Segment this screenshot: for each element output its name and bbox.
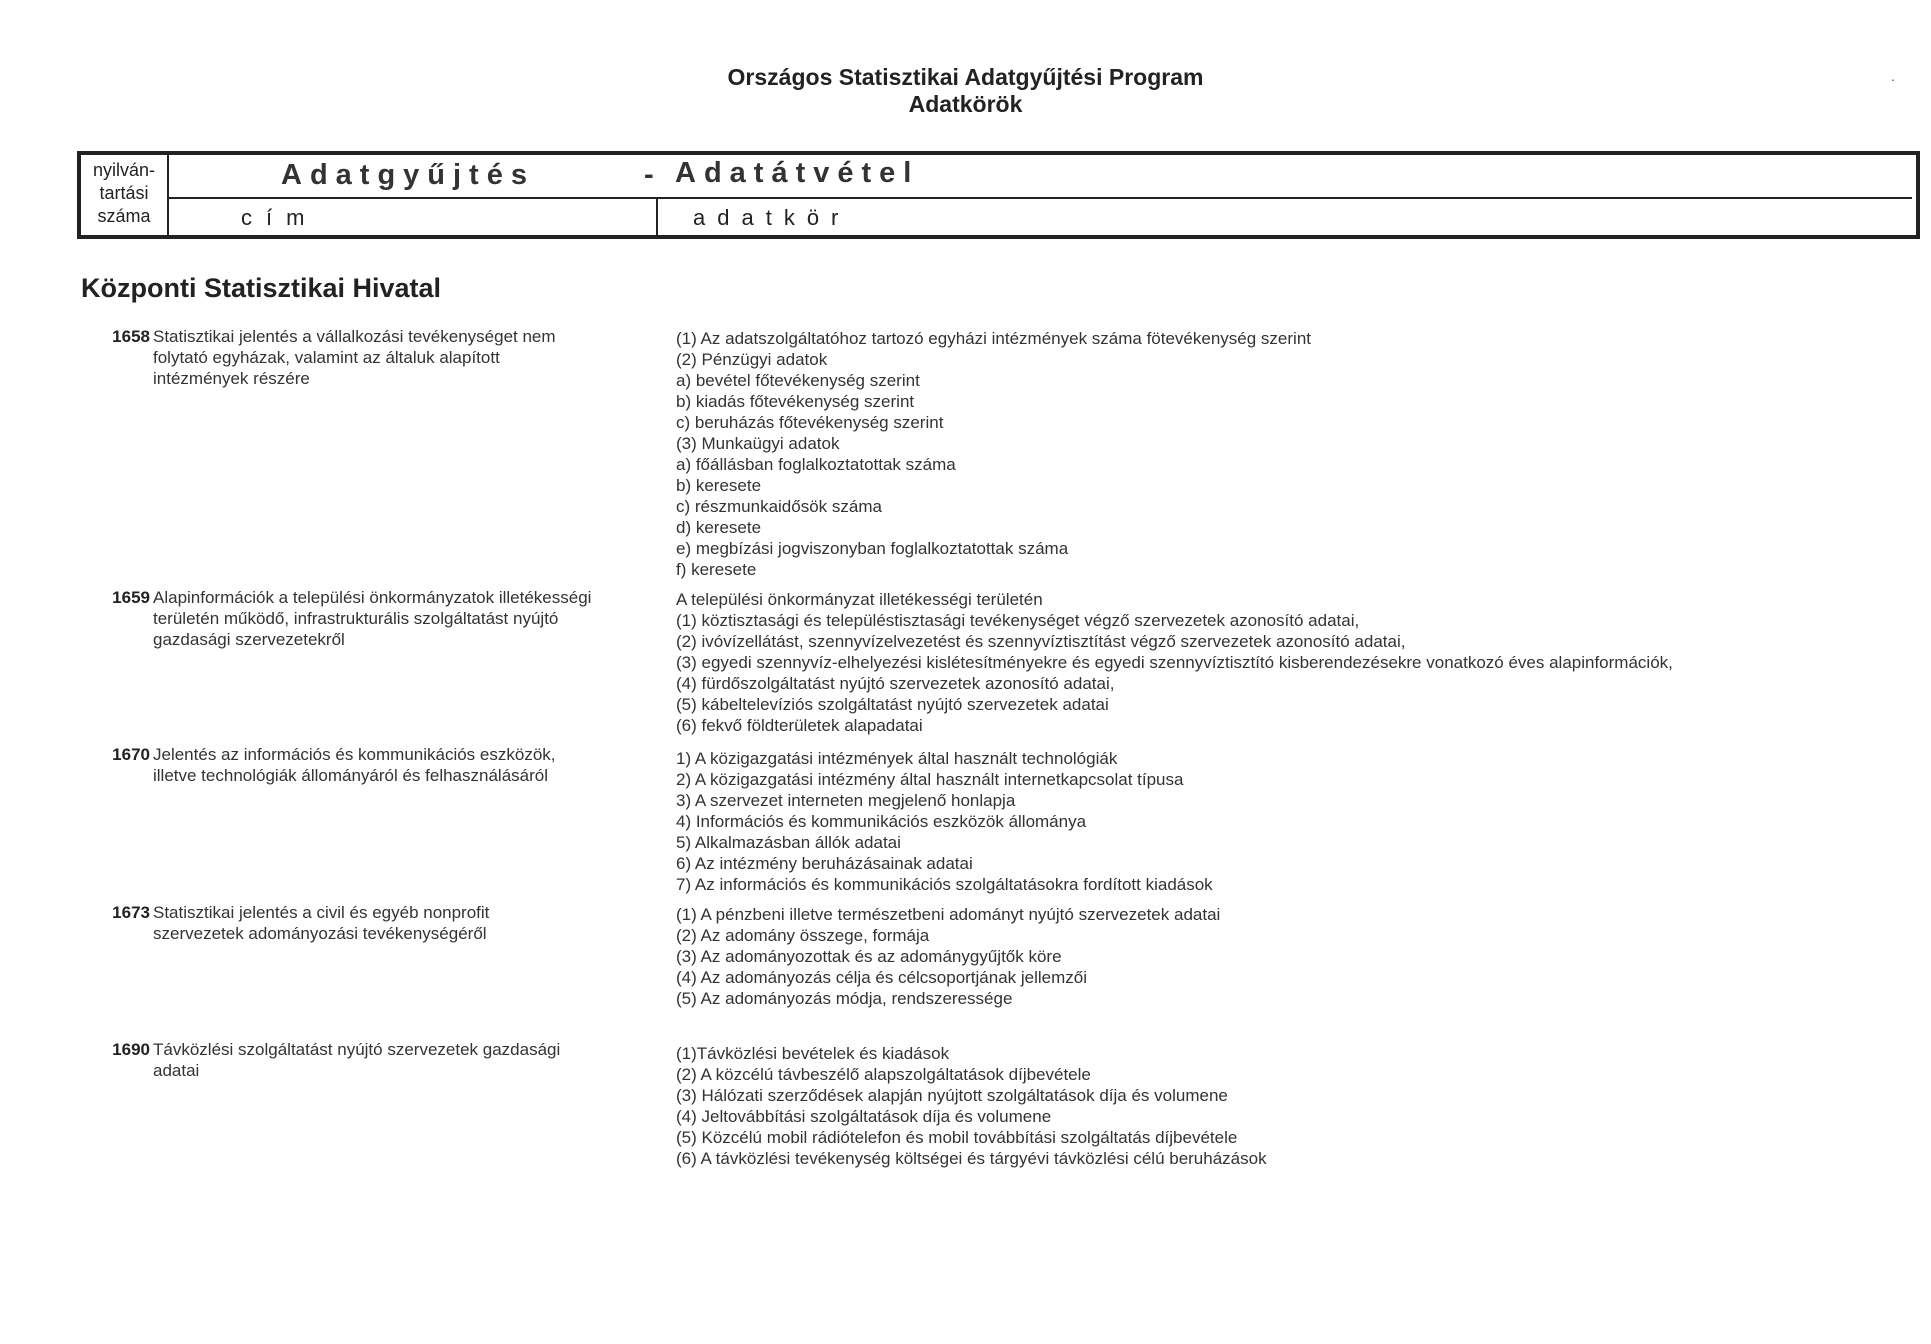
data-item: d) keresete	[676, 518, 762, 537]
document-title	[0, 64, 1931, 118]
entry-number: 1658	[112, 327, 150, 346]
entry-data-items	[676, 748, 1916, 895]
data-item: (4) Az adományozás célja és célcsoportjának jellemzői	[676, 968, 1088, 987]
organization-heading: Központi Statisztikai Hivatal	[81, 273, 442, 303]
entry-number: 1690	[112, 1040, 150, 1059]
data-item: (5) Közcélú mobil rádiótelefon és mobil továbbítási szolgáltatás díjbevétele	[676, 1128, 1238, 1147]
data-item: A települési önkormányzat illetékességi területén	[676, 590, 1043, 609]
entry-title	[153, 587, 643, 650]
registration-number-header-line-2: tartási	[99, 183, 149, 203]
registration-number-header-line-3: száma	[97, 206, 151, 226]
entry-data-items	[676, 904, 1916, 1009]
header-divider-vertical-1	[167, 155, 169, 235]
document-title-line-2: Adatkörök	[908, 91, 1023, 117]
entry-title-line: adatai	[153, 1061, 200, 1080]
entry-title-line: Távközlési szolgáltatást nyújtó szervezetek gazdasági	[153, 1040, 561, 1059]
data-item: 5) Alkalmazásban állók adatai	[676, 833, 901, 852]
data-item: (4) fürdőszolgáltatást nyújtó szervezetek azonosító adatai,	[676, 674, 1115, 693]
data-item: (2) ivóvízellátást, szennyvízelvezetést és szennyvíztisztítást végző szervezetek azonosító adatai,	[676, 632, 1406, 651]
data-item: (1)Távközlési bevételek és kiadások	[676, 1044, 950, 1063]
scope-column-header: adatkör	[693, 205, 851, 230]
entry-title-line: Alapinformációk a települési önkormányzatok illetékességi	[153, 588, 592, 607]
entry-title-line: intézmények részére	[153, 369, 310, 388]
data-item: (1) A pénzbeni illetve természetbeni adományt nyújtó szervezetek adatai	[676, 905, 1221, 924]
data-item: (3) Hálózati szerződések alapján nyújtott szolgáltatások díja és volumene	[676, 1086, 1228, 1105]
data-item: c) beruházás főtevékenység szerint	[676, 413, 944, 432]
data-item: (3) Az adományozottak és az adománygyűjtők köre	[676, 947, 1062, 966]
data-item: (6) fekvő földterületek alapadatai	[676, 716, 923, 735]
data-item: (5) Az adományozás módja, rendszeressége	[676, 989, 1013, 1008]
entry-title-line: folytató egyházak, valamint az általuk alapított	[153, 348, 500, 367]
entry-data-items	[676, 589, 1916, 736]
data-item: 7) Az információs és kommunikációs szolgáltatásokra fordított kiadások	[676, 875, 1213, 894]
registration-number-header-line-1: nyilván-	[92, 160, 156, 180]
column-header-table	[77, 151, 1920, 239]
data-item: 2) A közigazgatási intézmény által használt internetkapcsolat típusa	[676, 770, 1184, 789]
corner-mark: .	[1891, 68, 1895, 84]
data-item: b) kiadás főtevékenység szerint	[676, 392, 915, 411]
header-dash: -	[644, 159, 654, 191]
data-item: (1) köztisztasági és településtisztasági tevékenységet végző szervezetek azonosító adatai,	[676, 611, 1360, 630]
entry-title	[153, 1039, 643, 1081]
data-item: (2) Pénzügyi adatok	[676, 350, 828, 369]
entry-title-line: Statisztikai jelentés a civil és egyéb nonprofit	[153, 903, 490, 922]
entry-title-line: Jelentés az információs és kommunikációs eszközök,	[153, 745, 556, 764]
entry-number: 1670	[112, 745, 150, 764]
entry-title	[153, 744, 643, 786]
data-item: (2) A közcélú távbeszélő alapszolgáltatások díjbevétele	[676, 1065, 1091, 1084]
data-item: (3) egyedi szennyvíz-elhelyezési kislétesítményekre és egyedi szennyvíztisztító kisberendezésekre vonatkozó éves alapinformációk,	[676, 653, 1673, 672]
data-item: (1) Az adatszolgáltatóhoz tartozó egyházi intézmények száma fötevékenység szerint	[676, 329, 1312, 348]
entry-title-line: illetve technológiák állományáról és felhasználásáról	[153, 766, 549, 785]
data-item: a) bevétel főtevékenység szerint	[676, 371, 920, 390]
data-item: e) megbízási jogviszonyban foglalkoztatottak száma	[676, 539, 1069, 558]
entry-data-items	[676, 1043, 1916, 1169]
transfer-header: Adatátvétel	[675, 157, 920, 189]
data-item: 3) A szervezet interneten megjelenő honlapja	[676, 791, 1016, 810]
entry-title-line: területén működő, infrastrukturális szolgáltatást nyújtó	[153, 609, 559, 628]
data-item: a) főállásban foglalkoztatottak száma	[676, 455, 956, 474]
header-divider-horizontal	[169, 197, 1912, 199]
data-item: b) keresete	[676, 476, 762, 495]
entry-number: 1659	[112, 588, 150, 607]
entry-title-line: gazdasági szervezetekről	[153, 630, 345, 649]
data-item: (6) A távközlési tevékenység költségei és tárgyévi távközlési célú beruházások	[676, 1149, 1267, 1168]
entry-title	[153, 902, 643, 944]
data-item: 4) Információs és kommunikációs eszközök állománya	[676, 812, 1087, 831]
entry-title-line: Statisztikai jelentés a vállalkozási tevékenységet nem	[153, 327, 556, 346]
data-item: (2) Az adomány összege, formája	[676, 926, 930, 945]
data-item: (5) kábeltelevíziós szolgáltatást nyújtó szervezetek adatai	[676, 695, 1109, 714]
data-item: f) keresete	[676, 560, 757, 579]
entry-data-items	[676, 328, 1916, 580]
entry-title-line: szervezetek adományozási tevékenységéről	[153, 924, 487, 943]
entry-title	[153, 326, 643, 389]
entry-number: 1673	[112, 903, 150, 922]
data-item: 1) A közigazgatási intézmények által használt technológiák	[676, 749, 1118, 768]
document-title-line-1: Országos Statisztikai Adatgyűjtési Program	[727, 64, 1204, 90]
header-divider-vertical-2	[656, 199, 658, 235]
collection-header: Adatgyűjtés	[281, 159, 535, 191]
data-item: (3) Munkaügyi adatok	[676, 434, 840, 453]
data-item: c) részmunkaidősök száma	[676, 497, 882, 516]
data-item: (4) Jeltovábbítási szolgáltatások díja és volumene	[676, 1107, 1052, 1126]
title-column-header: cím	[241, 205, 319, 230]
registration-number-header	[81, 159, 167, 228]
data-item: 6) Az intézmény beruházásainak adatai	[676, 854, 973, 873]
